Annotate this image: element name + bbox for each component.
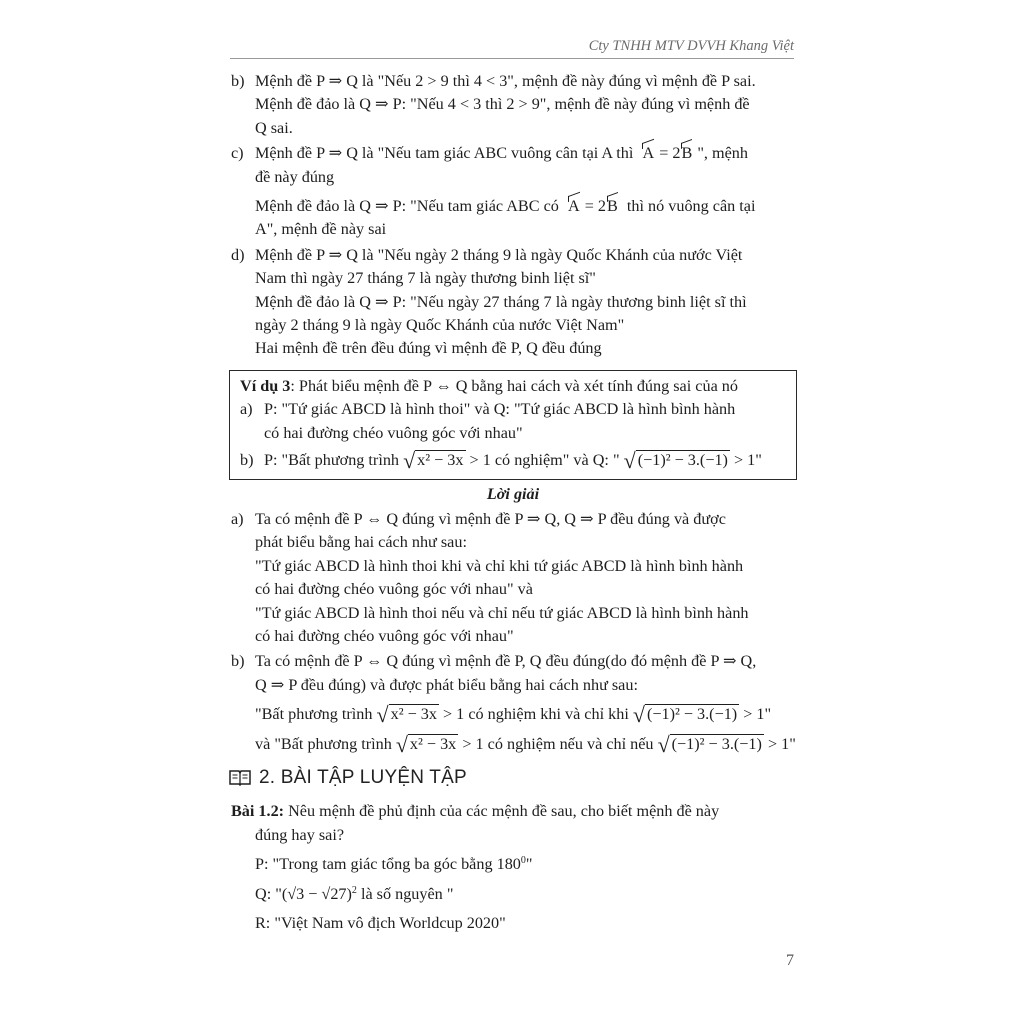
page-number: 7 — [786, 952, 794, 969]
item-d — [231, 244, 795, 361]
sqrt-icon: √ — [376, 702, 389, 728]
text-segment: " — [764, 705, 772, 724]
angle-b: B — [680, 142, 693, 165]
text-line: có hai đường chéo vuông góc với nhau" — [255, 626, 514, 645]
radical-rhs: > 1 — [458, 734, 484, 753]
text-line: Hai mệnh đề trên đều đúng vì mệnh đề P, Q đều đúng — [255, 339, 602, 358]
text-segment: " — [755, 451, 762, 470]
item-b — [231, 70, 795, 140]
proposition-q — [255, 883, 795, 906]
exercise-1-2 — [231, 800, 795, 935]
radicand: (−1)² − 3.(−1) — [646, 705, 738, 724]
text-segment: P: "Bất phương trình — [264, 451, 400, 470]
text-line: Ta có mệnh đề P ⇔ Q đúng vì mệnh đề P ⇒ Q, Q ⇒ P đều đúng và được — [255, 509, 726, 528]
q-radical — [658, 733, 790, 756]
text-segment: P: "Trong tam giác tổng ba góc bằng 180 — [255, 855, 521, 874]
text-line: đề này đúng — [255, 167, 335, 186]
superscript: 2 — [351, 884, 357, 896]
radicand: (−1)² − 3.(−1) — [671, 734, 762, 753]
text-line: "Tứ giác ABCD là hình thoi khi và chỉ khi tứ giác ABCD là hình bình hành — [255, 556, 744, 575]
text-line: Mệnh đề đảo là Q ⇒ P: "Nếu 4 < 3 thì 2 > 9", mệnh đề này đúng vì mệnh đề — [255, 95, 750, 114]
text-segment: "Bất phương trình — [255, 705, 373, 724]
angle-equation — [637, 144, 697, 162]
item-label: d) — [231, 245, 245, 264]
text-segment: Nêu mệnh đề phủ định của các mệnh đề sau, cho biết mệnh đề này — [284, 802, 720, 821]
text-segment: có nghiệm nếu và chỉ nếu — [487, 734, 654, 753]
section-heading — [229, 766, 795, 792]
text-line: Mệnh đề P ⇒ Q là "Nếu ngày 2 tháng 9 là ngày Quốc Khánh của nước Việt — [255, 245, 743, 264]
example-item-b — [240, 449, 786, 472]
text-line: có hai đường chéo vuông góc với nhau" và — [255, 580, 533, 599]
text-segment: " — [789, 734, 796, 753]
example-title-text: : Phát biểu mệnh đề P ⇔ Q bằng hai cách và xét tính đúng sai của nó — [290, 376, 738, 395]
angle-a: A — [567, 195, 581, 218]
solution-item-b — [231, 650, 795, 756]
text-line: Mệnh đề đảo là Q ⇒ P: "Nếu ngày 27 tháng 7 là ngày thương binh liệt sĩ thì — [255, 292, 747, 311]
text-segment: là số nguyên " — [356, 884, 454, 903]
text-segment: thì nó vuông cân tại — [626, 197, 756, 216]
page-body — [231, 70, 795, 935]
text-line: Nam thì ngày 27 tháng 7 là ngày thương binh liệt sĩ" — [255, 269, 596, 288]
text-line — [231, 800, 795, 823]
text-line: phát biểu bằng hai cách như sau: — [255, 533, 467, 552]
item-label: b) — [231, 652, 245, 671]
item-label: a) — [231, 509, 244, 528]
running-header: Cty TNHH MTV DVVH Khang Việt — [588, 38, 794, 54]
q-expression: (√3 − √27) — [281, 884, 352, 903]
proposition-p — [255, 853, 795, 876]
sqrt-icon: √ — [623, 448, 636, 474]
text-segment: có nghiệm" và Q: " — [494, 451, 620, 470]
text-line: Mệnh đề P ⇒ Q là "Nếu 2 > 9 thì 4 < 3", mệnh đề này đúng vì mệnh đề P sai. — [255, 72, 756, 90]
inequality-radical — [403, 449, 491, 472]
solution-item-a — [231, 508, 795, 648]
header-rule — [230, 58, 794, 59]
text-line: P: "Tứ giác ABCD là hình thoi" và Q: "Tứ giác ABCD là hình bình hành — [264, 400, 736, 419]
equals-two: = 2 — [655, 144, 681, 163]
proposition-r: R: "Việt Nam vô địch Worldcup 2020" — [255, 914, 506, 932]
sqrt-icon: √ — [632, 702, 645, 728]
text-segment: Mệnh đề P ⇒ Q là "Nếu tam giác ABC vuông cân tại A thì — [255, 144, 634, 163]
q-radical — [633, 703, 765, 726]
example-title-bold: Ví dụ 3 — [240, 376, 291, 395]
text-segment: có nghiệm khi và chỉ khi — [468, 705, 629, 724]
radicand: x² − 3x — [417, 451, 464, 470]
example-box — [229, 370, 797, 480]
radical-rhs: > 1 — [729, 451, 756, 470]
angle-b: B — [606, 195, 619, 218]
sqrt-icon: √ — [657, 731, 670, 757]
text-line: đúng hay sai? — [255, 825, 345, 844]
text-line: có hai đường chéo vuông góc với nhau" — [264, 423, 523, 442]
text-line: "Tứ giác ABCD là hình thoi nếu và chỉ nếu tứ giác ABCD là hình bình hành — [255, 603, 749, 622]
text-segment: " — [525, 855, 533, 874]
text-line: Ta có mệnh đề P ⇔ Q đúng vì mệnh đề P, Q đều đúng(do đó mệnh đề P ⇒ Q, — [255, 652, 757, 671]
text-line — [255, 195, 795, 218]
inequality-radical — [377, 703, 465, 726]
example-title — [240, 375, 786, 398]
superscript: 0 — [520, 855, 526, 867]
text-line: Q ⇒ P đều đúng) và được phát biểu bằng hai cách như sau: — [255, 675, 638, 694]
item-label: c) — [231, 144, 244, 163]
text-line — [255, 703, 795, 726]
solution-title: Lời giải — [486, 484, 540, 503]
radicand: x² − 3x — [409, 734, 457, 753]
angle-a: A — [641, 142, 655, 165]
item-label: b) — [240, 451, 254, 470]
radical-rhs: > 1 — [438, 705, 465, 724]
text-segment: Q: " — [255, 884, 282, 903]
text-segment: ", mệnh — [697, 144, 748, 163]
radicand: x² − 3x — [390, 705, 437, 724]
radical-rhs: > 1 — [465, 451, 491, 470]
text-segment: Mệnh đề đảo là Q ⇒ P: "Nếu tam giác ABC có — [255, 197, 559, 216]
item-c — [231, 142, 795, 242]
radical-rhs: > 1 — [739, 705, 765, 724]
text-line: ngày 2 tháng 9 là ngày Quốc Khánh của nước Việt Nam" — [255, 316, 625, 335]
sqrt-icon: √ — [395, 731, 408, 757]
text-line — [255, 733, 795, 756]
q-radical — [624, 449, 756, 472]
text-line: Q sai. — [255, 118, 293, 137]
item-label: b) — [231, 72, 245, 90]
text-line — [255, 142, 795, 165]
item-label: a) — [240, 400, 253, 419]
example-item-a — [240, 398, 786, 445]
sqrt-icon: √ — [403, 448, 416, 474]
section-title: 2. BÀI TẬP LUYỆN TẬP — [259, 766, 467, 788]
book-icon — [229, 768, 251, 792]
text-segment: và "Bất phương trình — [255, 734, 392, 753]
text-line — [264, 449, 786, 472]
text-line: A", mệnh đề này sai — [255, 220, 387, 239]
inequality-radical — [396, 733, 484, 756]
radical-rhs: > 1 — [763, 734, 790, 753]
radicand: (−1)² − 3.(−1) — [637, 451, 728, 470]
equals-two: = 2 — [580, 197, 606, 216]
angle-equation — [563, 197, 623, 215]
exercise-label: Bài 1.2: — [231, 802, 285, 821]
